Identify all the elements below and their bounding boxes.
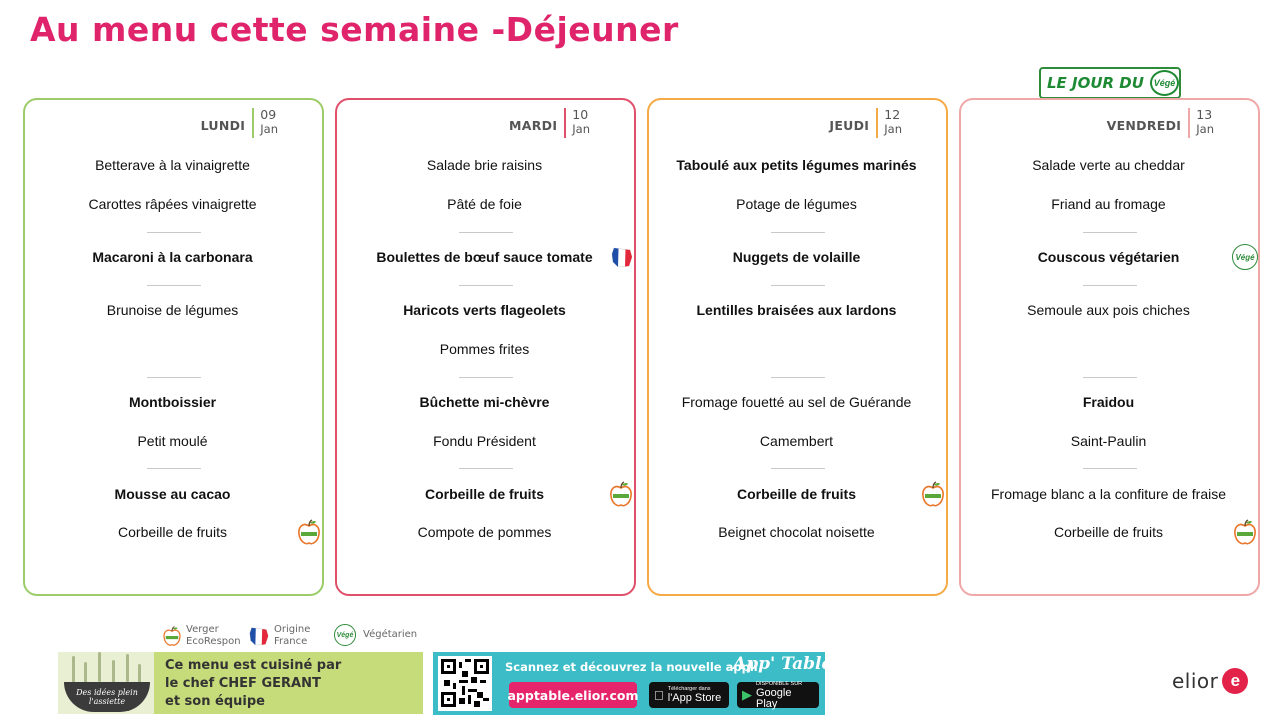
day-header [1107, 108, 1214, 142]
dish-item: Salade verte au cheddar [1032, 157, 1185, 173]
vege-icon: Végé [334, 624, 356, 646]
chef-line-3: et son équipe [165, 694, 265, 709]
elior-wordmark: elior [1172, 669, 1219, 693]
course-divider [147, 468, 201, 469]
dish-item: Boulettes de bœuf sauce tomate [376, 249, 593, 265]
course-divider [771, 285, 825, 286]
day-name: VENDREDI [1106, 118, 1182, 133]
chef-line-1: Ce menu est cuisiné par [165, 658, 342, 673]
legend-label-vege: Végétarien [363, 629, 418, 640]
dish-item: Haricots verts flageolets [403, 302, 566, 318]
dish-item: Taboulé aux petits légumes marinés [676, 157, 917, 173]
app-url-link[interactable]: apptable.elior.com [509, 682, 637, 708]
day-date [260, 108, 278, 136]
course-divider [459, 232, 513, 233]
dish-item: Fromage blanc a la confiture de fraise [990, 486, 1226, 502]
apple-icon [162, 625, 182, 647]
day-number: 13 [1196, 107, 1213, 122]
dish-item: Fraidou [1082, 394, 1135, 410]
course-divider [1083, 377, 1137, 378]
dish-item: Mousse au cacao [114, 486, 231, 502]
dish-item: Pommes frites [439, 341, 530, 357]
dish-item: Semoule aux pois chiches [1027, 302, 1190, 318]
day-card-mardi [335, 98, 636, 596]
course-divider [147, 377, 201, 378]
dish-item: Couscous végétarien [1037, 249, 1180, 265]
legend-item-vege [334, 624, 417, 646]
dish-item: Potage de légumes [736, 196, 857, 212]
apple-icon [1233, 518, 1257, 546]
dish-item: Corbeille de fruits [118, 524, 227, 540]
day-month: Jan [884, 122, 902, 136]
chef-banner [58, 652, 423, 714]
course-divider [147, 232, 201, 233]
course-divider [459, 377, 513, 378]
day-header [829, 108, 902, 142]
chef-line-2: le chef CHEF GERANT [165, 676, 321, 691]
day-header [509, 108, 590, 142]
dish-item: Petit moulé [137, 433, 208, 449]
day-month: Jan [572, 122, 590, 136]
dish-item: Bûchette mi-chèvre [419, 394, 550, 410]
course-divider [1083, 468, 1137, 469]
course-divider [1083, 285, 1137, 286]
dish-item: Beignet chocolat noisette [718, 524, 875, 540]
dish-item: Nuggets de volaille [732, 249, 861, 265]
chef-text [165, 657, 341, 711]
apple-icon [921, 480, 945, 508]
dish-item: Montboissier [128, 394, 217, 410]
dish-item: Corbeille de fruits [736, 486, 857, 502]
legend-label-france: Origine France [274, 624, 311, 647]
qr-code-icon[interactable] [438, 656, 492, 711]
day-date [572, 108, 590, 136]
apple-icon [609, 480, 633, 508]
day-name: MARDI [509, 118, 558, 133]
dish-item: Fondu Président [433, 433, 536, 449]
dish-item: Salade brie raisins [426, 157, 543, 173]
course-divider [771, 377, 825, 378]
day-number: 12 [884, 107, 901, 122]
page-title: Au menu cette semaine -Déjeuner [30, 10, 679, 49]
veg-day-text: LE JOUR DU [1047, 74, 1144, 92]
day-separator [1188, 108, 1190, 138]
day-number: 09 [260, 107, 277, 122]
dish-item: Pâté de foie [447, 196, 522, 212]
vege-logo-icon: Végé [1150, 70, 1179, 96]
day-separator [876, 108, 878, 138]
day-card-lundi [23, 98, 324, 596]
google-play-button[interactable]: ▶ DISPONIBLE SUR Google Play [737, 682, 819, 708]
dish-item: Camembert [759, 433, 834, 449]
course-divider [771, 232, 825, 233]
apple-logo-icon [654, 688, 664, 703]
elior-mark-icon: e [1222, 668, 1248, 694]
day-card-vendredi [959, 98, 1260, 596]
play-icon: ▶ [742, 687, 752, 702]
day-name: LUNDI [200, 118, 246, 133]
day-header [201, 108, 278, 142]
day-name: JEUDI [829, 118, 870, 133]
day-date [884, 108, 902, 136]
dish-item: Friand au fromage [1051, 196, 1166, 212]
legend-item-france [248, 624, 318, 648]
elior-logo [1172, 668, 1248, 694]
france-flag-icon [610, 244, 634, 270]
dish-item: Fromage fouetté au sel de Guérande [681, 394, 912, 410]
dish-item: Carottes râpées vinaigrette [88, 196, 257, 212]
veg-day-badge [1039, 67, 1181, 99]
day-card-jeudi [647, 98, 948, 596]
app-name: App' Table [733, 654, 833, 674]
legend-label-verger: Verger EcoRespon [186, 624, 241, 647]
france-flag-icon [248, 625, 270, 647]
day-month: Jan [1196, 122, 1214, 136]
dish-item: Macaroni à la carbonara [92, 249, 253, 265]
course-divider [459, 468, 513, 469]
legend-item-verger [162, 624, 244, 648]
vege-icon: Végé [1232, 244, 1258, 270]
day-separator [564, 108, 566, 138]
dish-item: Lentilles braisées aux lardons [696, 302, 897, 318]
dish-item: Compote de pommes [417, 524, 552, 540]
utensils-illustration [58, 652, 154, 714]
dish-item: Betterave à la vinaigrette [95, 157, 250, 173]
day-date [1196, 108, 1214, 136]
app-store-button[interactable]: Télécharger dans l'App Store [649, 682, 729, 708]
dish-item: Brunoise de légumes [106, 302, 239, 318]
dish-item: Saint-Paulin [1070, 433, 1147, 449]
dish-item: Corbeille de fruits [424, 486, 545, 502]
day-month: Jan [260, 122, 278, 136]
course-divider [147, 285, 201, 286]
day-number: 10 [572, 107, 589, 122]
course-divider [771, 468, 825, 469]
app-scan-text: Scannez et découvrez la nouvelle appli [505, 660, 758, 674]
course-divider [459, 285, 513, 286]
pot-logo: Des idées plein l'assiette [64, 682, 150, 712]
apple-icon [297, 518, 321, 546]
dish-item: Corbeille de fruits [1054, 524, 1163, 540]
day-separator [252, 108, 254, 138]
course-divider [1083, 232, 1137, 233]
app-banner[interactable] [433, 652, 833, 715]
